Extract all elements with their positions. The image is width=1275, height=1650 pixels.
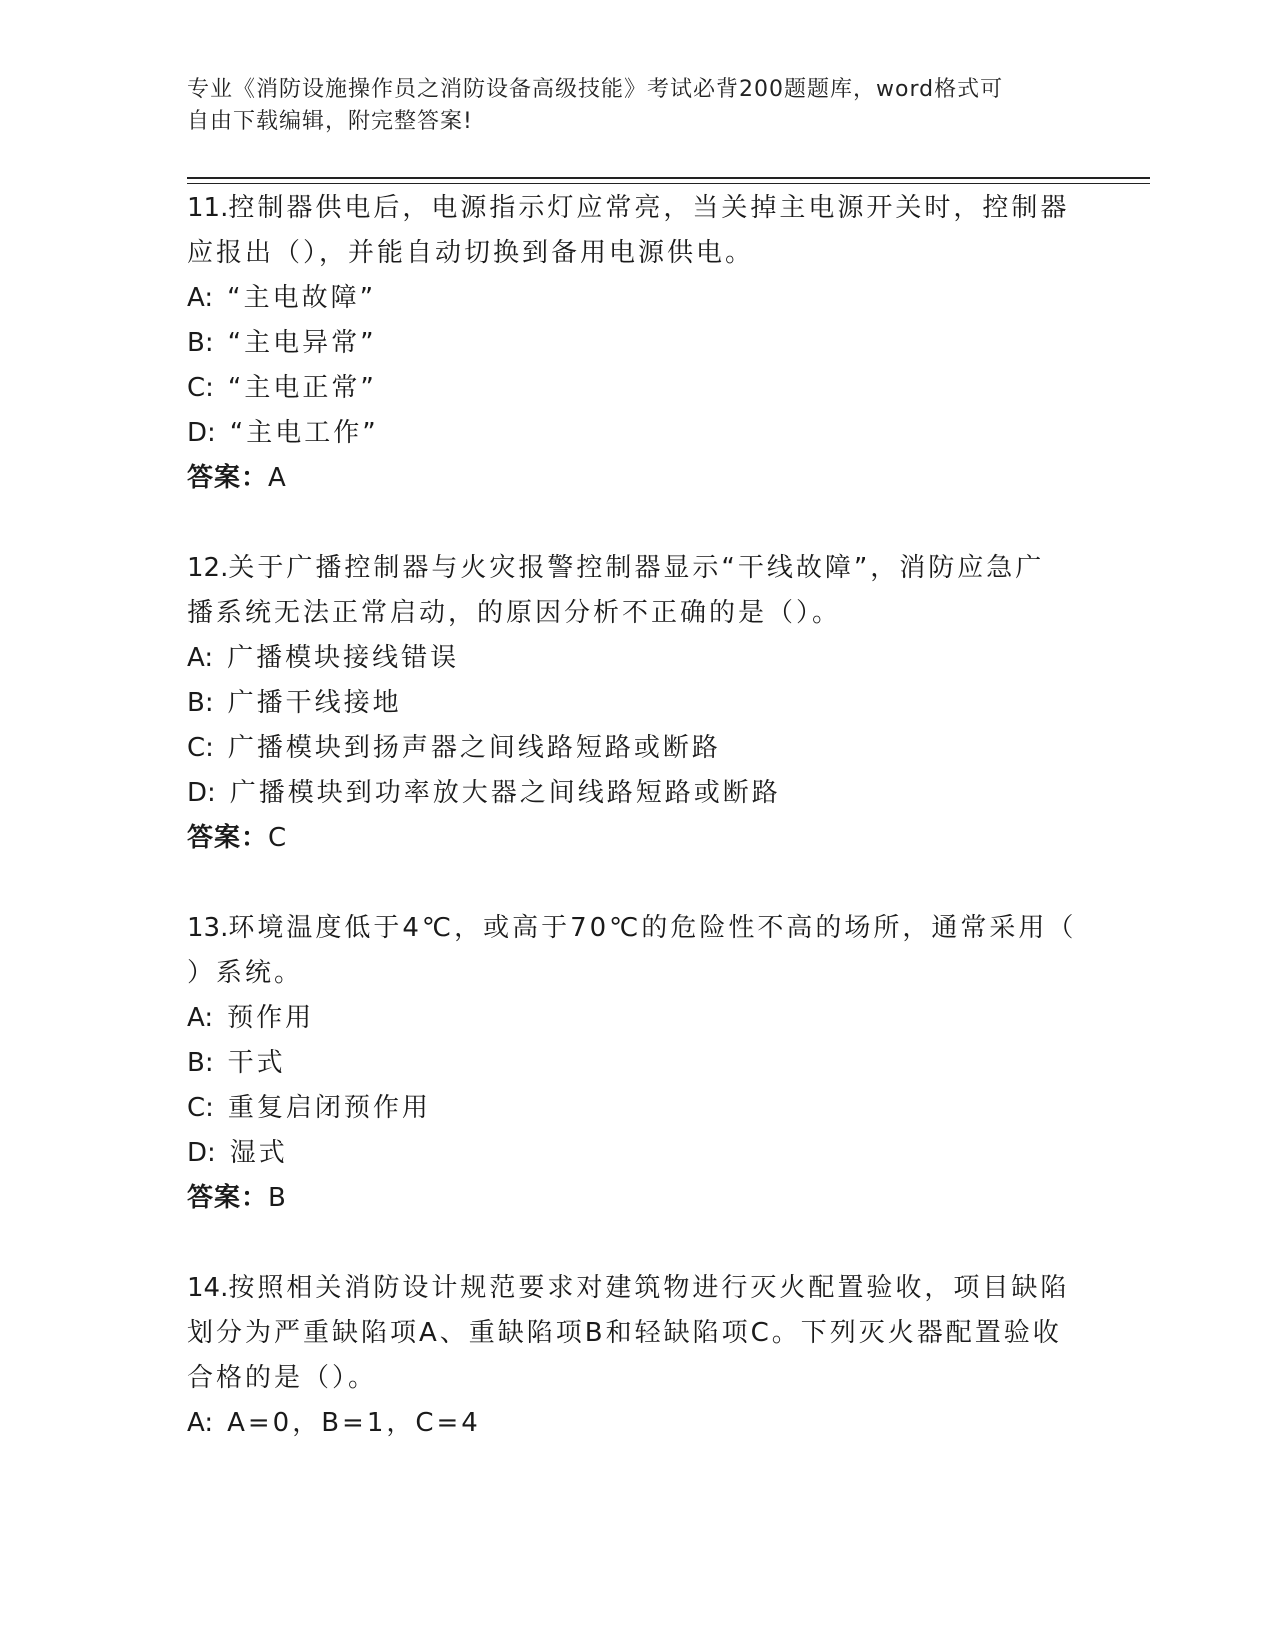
answer-label: 答案： — [187, 463, 269, 493]
option-b — [187, 681, 1087, 726]
question-number: 13. — [187, 913, 229, 943]
question-text — [187, 186, 1087, 231]
question-text-line: 关于广播控制器与火灾报警控制器显示“干线故障”，消防应急广 — [228, 553, 1045, 583]
document-header — [187, 74, 1067, 138]
question-13 — [187, 906, 1087, 1221]
question-12 — [187, 546, 1087, 861]
option-a — [187, 1401, 1087, 1446]
option-text: 湿式 — [229, 1138, 288, 1168]
option-letter: C: — [187, 733, 214, 763]
option-b — [187, 1041, 1087, 1086]
question-text-line: 合格的是（）。 — [187, 1363, 378, 1393]
option-text: 广播模块到扬声器之间线路短路或断路 — [227, 733, 721, 763]
question-text-line: 控制器供电后，电源指示灯应常亮，当关掉主电源开关时，控制器 — [228, 193, 1070, 223]
answer-label: 答案： — [187, 823, 269, 853]
question-number: 14. — [187, 1273, 229, 1303]
option-text: “主电正常” — [227, 373, 377, 403]
question-list — [187, 186, 1087, 1491]
question-text — [187, 1266, 1087, 1311]
question-number: 11. — [187, 193, 229, 223]
option-d — [187, 411, 1087, 456]
question-text — [187, 906, 1087, 951]
question-text-line: 按照相关消防设计规范要求对建筑物进行灭火配置验收，项目缺陷 — [228, 1273, 1070, 1303]
question-text-line: 环境温度低于4℃，或高于70℃的危险性不高的场所，通常采用（ — [228, 913, 1077, 943]
answer-value: B — [268, 1183, 287, 1213]
option-d — [187, 1131, 1087, 1176]
option-c — [187, 366, 1087, 411]
question-text-line: 播系统无法正常启动，的原因分析不正确的是（）。 — [187, 598, 842, 628]
option-a — [187, 996, 1087, 1041]
option-text: 预作用 — [227, 1003, 315, 1033]
option-c — [187, 726, 1087, 771]
question-text-line: ）系统。 — [187, 958, 304, 988]
answer-value: C — [268, 823, 288, 853]
option-text: 广播模块接线错误 — [227, 643, 460, 673]
option-letter: C: — [187, 373, 214, 403]
option-letter: D: — [187, 418, 216, 448]
option-a — [187, 636, 1087, 681]
question-text-line: 应报出（），并能自动切换到备用电源供电。 — [187, 238, 755, 268]
question-number: 12. — [187, 553, 229, 583]
option-letter: B: — [187, 688, 214, 718]
option-text: “主电故障” — [227, 283, 377, 313]
answer — [187, 816, 1087, 861]
question-11 — [187, 186, 1087, 501]
option-b — [187, 321, 1087, 366]
option-text: 干式 — [227, 1048, 286, 1078]
option-letter: B: — [187, 1048, 214, 1078]
option-text: A=0，B=1，C=4 — [227, 1408, 481, 1438]
option-letter: C: — [187, 1093, 214, 1123]
option-text: 广播模块到功率放大器之间线路短路或断路 — [229, 778, 781, 808]
option-a — [187, 276, 1087, 321]
option-d — [187, 771, 1087, 816]
option-text: “主电工作” — [229, 418, 379, 448]
answer — [187, 456, 1087, 501]
option-letter: D: — [187, 778, 216, 808]
question-text-line: 划分为严重缺陷项A、重缺陷项B和轻缺陷项C。下列灭火器配置验收 — [187, 1318, 1062, 1348]
option-letter: A: — [187, 1003, 214, 1033]
header-line-1: 专业《消防设施操作员之消防设备高级技能》考试必背200题题库，word格式可 — [187, 77, 1004, 102]
answer-value: A — [268, 463, 287, 493]
option-letter: D: — [187, 1138, 216, 1168]
question-text — [187, 546, 1087, 591]
option-letter: A: — [187, 643, 214, 673]
option-text: 广播干线接地 — [227, 688, 402, 718]
header-line-2: 自由下载编辑，附完整答案! — [187, 109, 473, 134]
answer-label: 答案： — [187, 1183, 269, 1213]
header-rule-thin — [187, 183, 1150, 184]
option-c — [187, 1086, 1087, 1131]
answer — [187, 1176, 1087, 1221]
question-14 — [187, 1266, 1087, 1446]
option-letter: A: — [187, 1408, 214, 1438]
option-letter: B: — [187, 328, 214, 358]
option-text: “主电异常” — [227, 328, 377, 358]
header-rule-thick — [187, 177, 1150, 179]
option-letter: A: — [187, 283, 214, 313]
option-text: 重复启闭预作用 — [227, 1093, 431, 1123]
